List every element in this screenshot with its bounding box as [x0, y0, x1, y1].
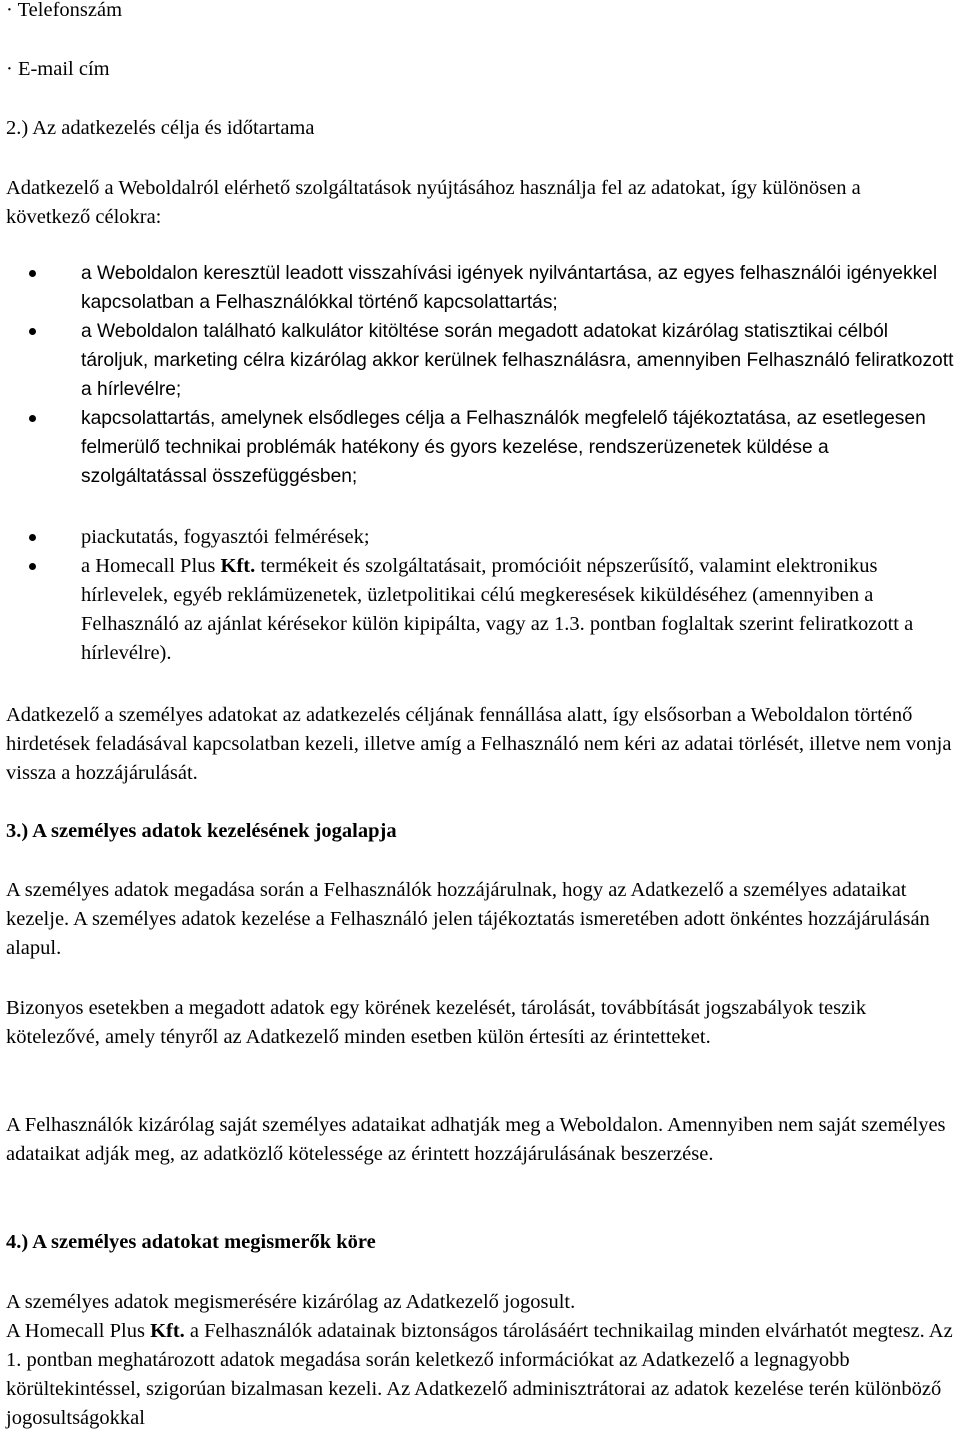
bullet-icon — [29, 270, 36, 277]
contact-item-email: · E-mail cím — [6, 58, 110, 80]
purpose-list — [6, 259, 956, 491]
section-2-intro: Adatkezelő a Weboldalról elérhető szolgáltatások nyújtásához használja fel az adatokat, így különösen a következő célokra: — [6, 177, 861, 228]
section-3-paragraph-3: A Felhasználók kizárólag saját személyes adataikat adhatják meg a Weboldalon. Amennyiben nem saját személyes adataikat adják meg, az adatközlő kötelessége az érintett hozzájárulásának beszerzése. — [6, 1114, 946, 1165]
bullet-icon — [29, 563, 36, 570]
contact-item-phone-label: Telefonszám — [17, 0, 123, 21]
section-3-heading: 3.) A személyes adatok kezelésének jogalapja — [6, 820, 397, 842]
bullet-icon — [29, 415, 36, 422]
bullet-icon — [29, 328, 36, 335]
section-2-heading: 2.) Az adatkezelés célja és időtartama — [6, 117, 315, 139]
list-item: a Homecall Plus Kft. termékeit és szolgáltatásait, promócióit népszerűsítő, valamint elektronikus hírlevelek, egyéb reklámüzenetek, üzletpolitikai célú megkeresések kiküldéséhez (amennyiben a Felhasználó az ajánlat kérésekor külön kipipálta, vagy az 1.3. pontban foglaltak szerint feliratkozott a hírlevélre). — [6, 552, 956, 668]
purpose-list-continued — [6, 523, 956, 668]
list-item: piackutatás, fogyasztói felmérések; — [6, 523, 956, 552]
bullet-icon — [29, 534, 36, 541]
list-item: kapcsolattartás, amelynek elsődleges célja a Felhasználók megfelelő tájékoztatása, az esetlegesen felmerülő technikai problémák hatékony és gyors kezelése, rendszerüzenetek küldése a szolgáltatással összefüggésben; — [6, 404, 956, 491]
section-4-paragraph-1: A személyes adatok megismerésére kizárólag az Adatkezelő jogosult. — [6, 1291, 576, 1313]
section-3-paragraph-2: Bizonyos esetekben a megadott adatok egy körének kezelését, tárolását, továbbítását jogszabályok teszik kötelezővé, amely tényről az Adatkezelő minden esetben külön értesíti az érintetteket. — [6, 997, 867, 1048]
section-4-paragraph-2: A Homecall Plus Kft. a Felhasználók adatainak biztonságos tárolásáért technikailag minden elvárhatót megtesz. Az 1. pontban meghatározott adatok megadása során keletkező információkat az Adatkezelő a legnagyobb körültekintéssel, szigorúan bizalmasan kezeli. Az Adatkezelő adminisztrátorai az adatok kezelése terén különböző jogosultságokkal — [6, 1320, 953, 1429]
list-item: a Weboldalon található kalkulátor kitöltése során megadott adatokat kizárólag statisztikai célból tároljuk, marketing célra kizárólag akkor kerülnek felhasználásra, amennyiben Felhasználó feliratkozott a hírlevélre; — [6, 317, 956, 404]
list-item: a Weboldalon keresztül leadott visszahívási igények nyilvántartása, az egyes felhasználói igényekkel kapcsolatban a Felhasználókkal történő kapcsolattartás; — [6, 259, 956, 317]
section-3-paragraph-1: A személyes adatok megadása során a Felhasználók hozzájárulnak, hogy az Adatkezelő a személyes adataikat kezelje. A személyes adatok kezelése a Felhasználó jelen tájékoztatás ismeretében adott önkéntes hozzájárulásán alapul. — [6, 879, 930, 959]
section-2-duration: Adatkezelő a személyes adatokat az adatkezelés céljának fennállása alatt, így elsősorban a Weboldalon történő hirdetések feladásával kapcsolatban kezeli, illetve amíg a Felhasználó nem kéri az adatai törlését, illetve nem vonja vissza a hozzájárulását. — [6, 704, 952, 784]
contact-item-phone: · Telefonszám — [6, 0, 123, 21]
contact-item-email-label: E-mail cím — [17, 58, 110, 80]
section-4-heading: 4.) A személyes adatokat megismerők köre — [6, 1231, 376, 1253]
